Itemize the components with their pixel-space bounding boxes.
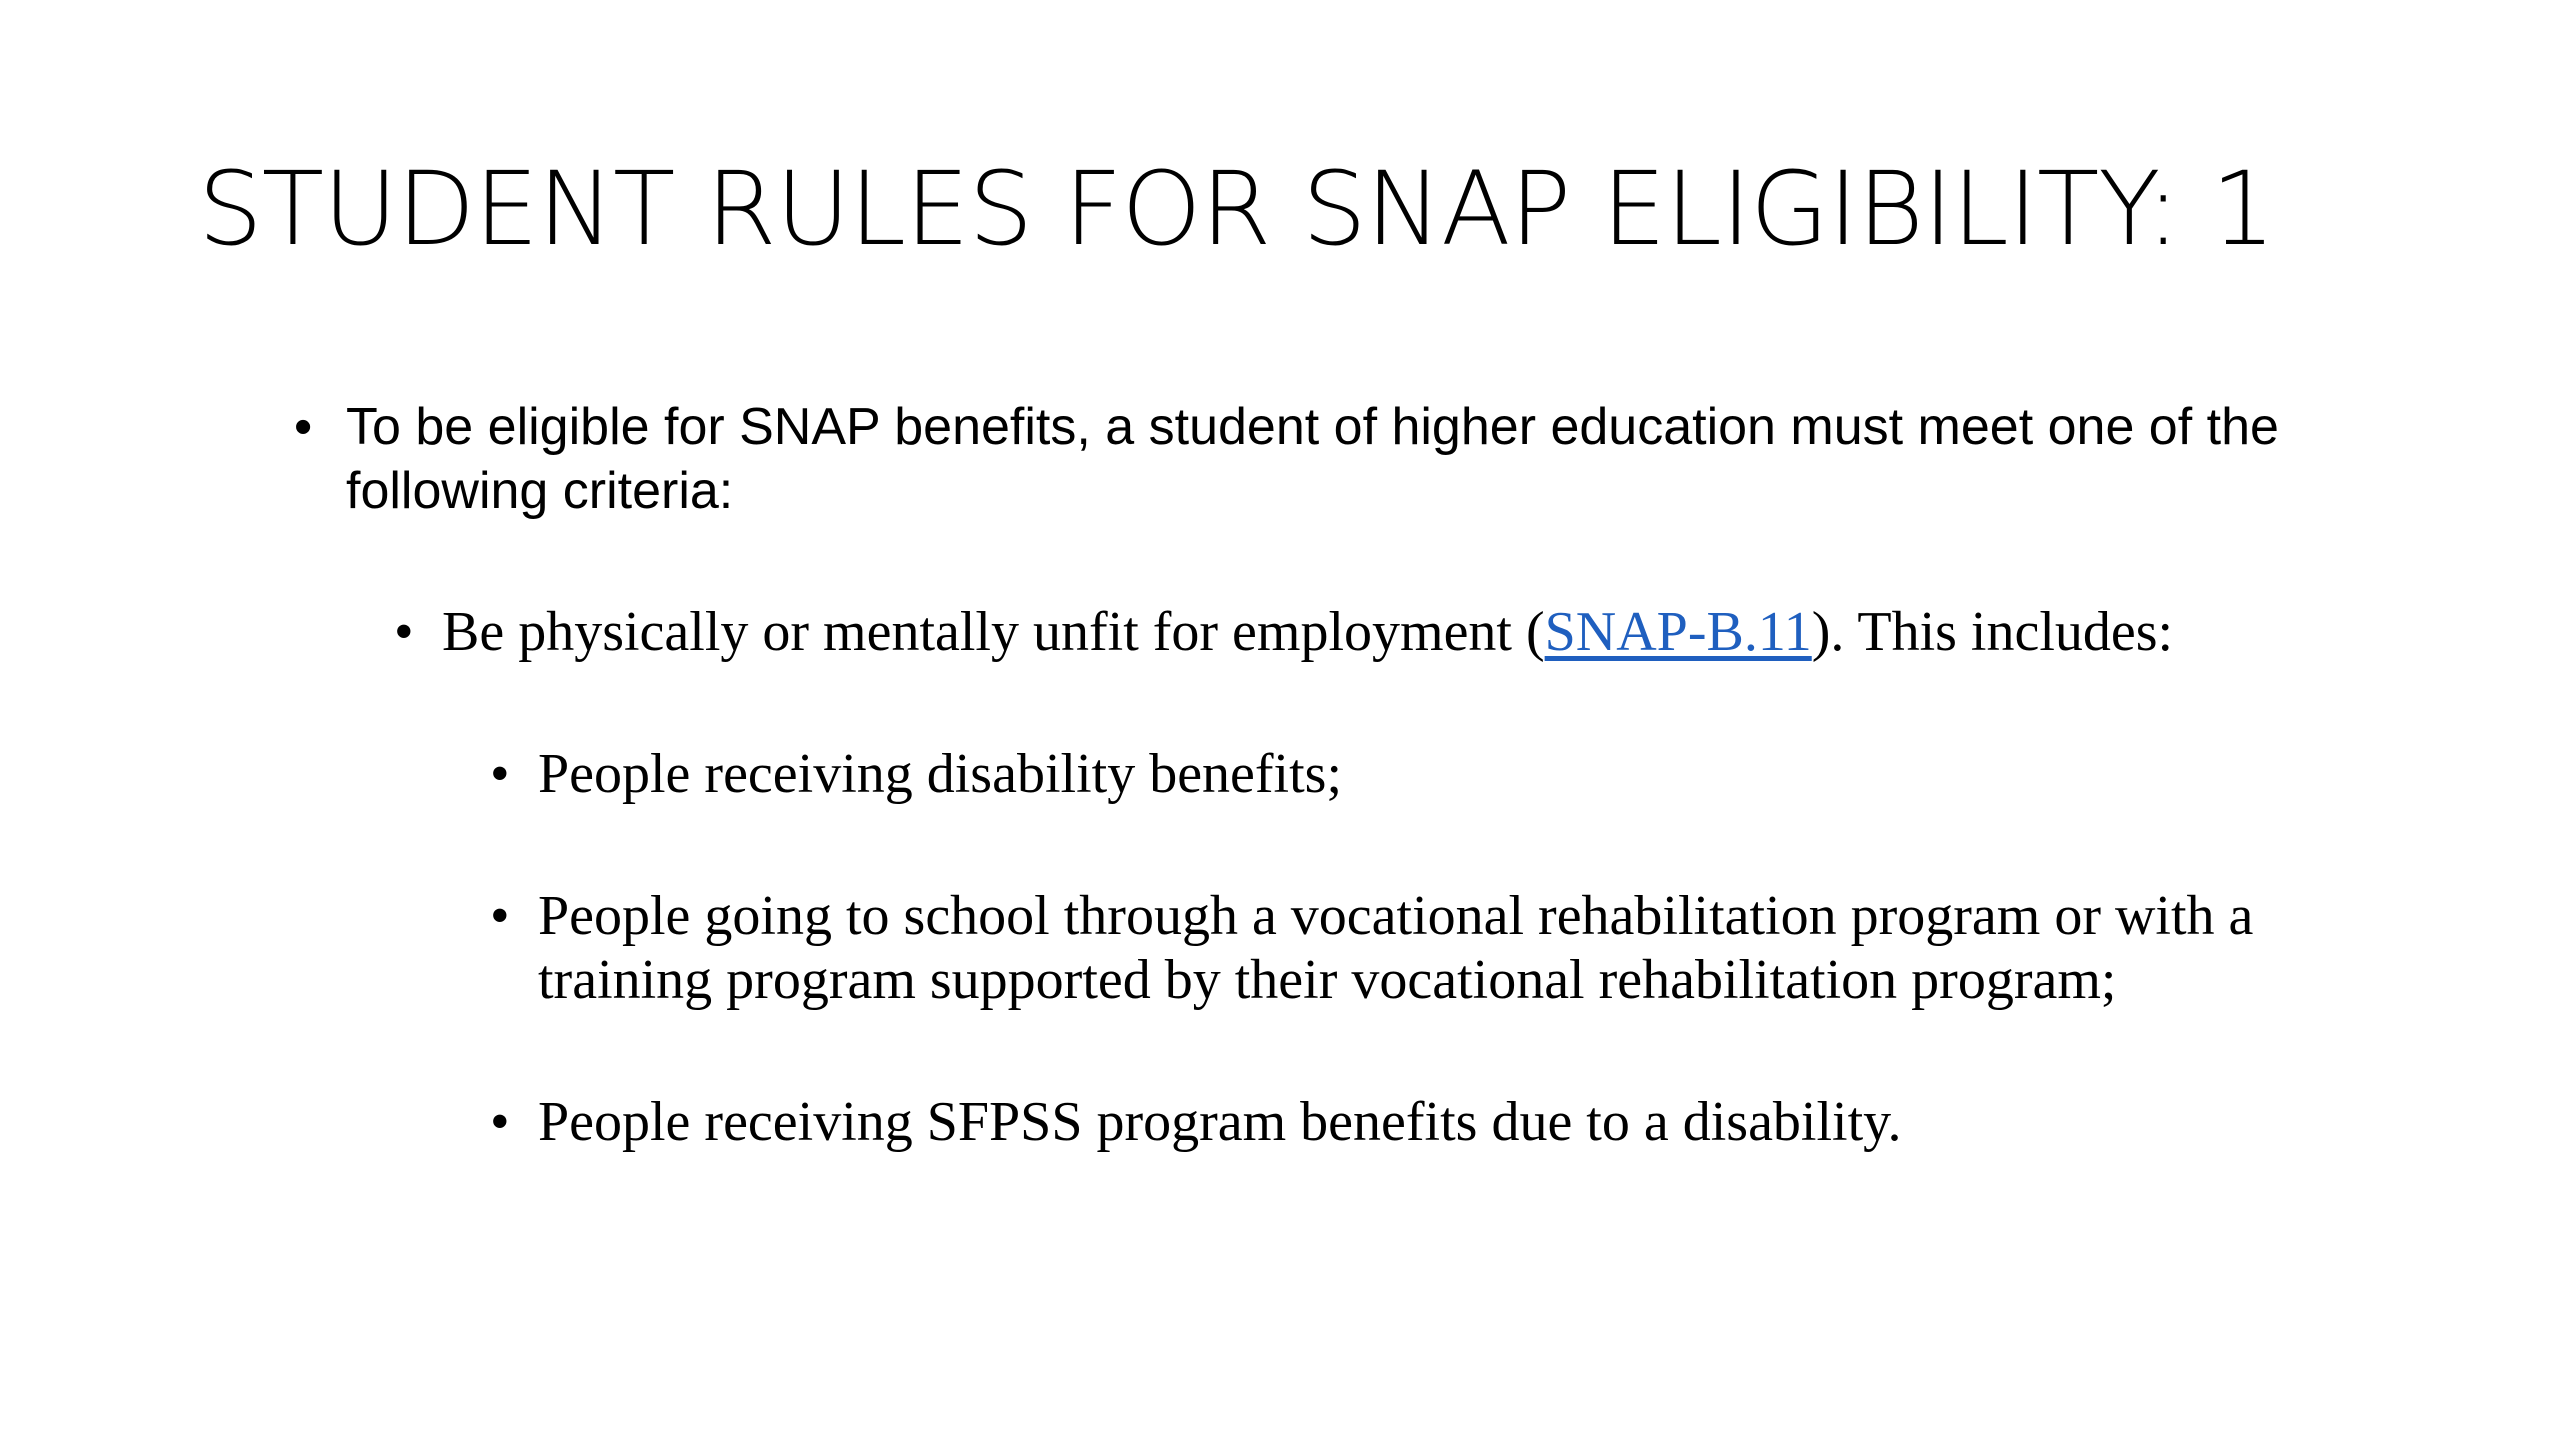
bullet-level3-text: People receiving SFPSS program benefits due to a disability. xyxy=(538,1091,1902,1153)
bullet-level1-text: To be eligible for SNAP benefits, a student of higher education must meet one of the following criteria: xyxy=(346,398,2279,520)
bullet-marker: • xyxy=(490,885,510,947)
bullet-level2 xyxy=(390,600,2400,664)
bullet-level3-text: People going to school through a vocational rehabilitation program or with a training program supported by their vocational rehabilitation program; xyxy=(538,885,2254,1011)
snap-b11-link[interactable]: SNAP-B.11 xyxy=(1544,601,1812,663)
bullet-marker: • xyxy=(294,398,313,456)
slide-title: STUDENT RULES FOR SNAP ELIGIBILITY: 1 xyxy=(198,150,2275,269)
bullet-level3-vocational-rehab xyxy=(486,884,2406,1012)
bullet-marker: • xyxy=(394,601,414,663)
bullet-level3-sfpss xyxy=(486,1090,2406,1154)
bullet-marker: • xyxy=(490,1091,510,1153)
bullet-level2-text xyxy=(442,600,2400,664)
bullet-marker: • xyxy=(490,743,510,805)
bullet-level2-text-before: Be physically or mentally unfit for employment ( xyxy=(442,601,1545,663)
bullet-level2-text-after: ). This includes: xyxy=(1811,601,2174,663)
bullet-level1 xyxy=(290,395,2400,523)
bullet-level3-text: People receiving disability benefits; xyxy=(538,743,1343,805)
bullet-level3-disability-benefits xyxy=(486,742,2406,806)
